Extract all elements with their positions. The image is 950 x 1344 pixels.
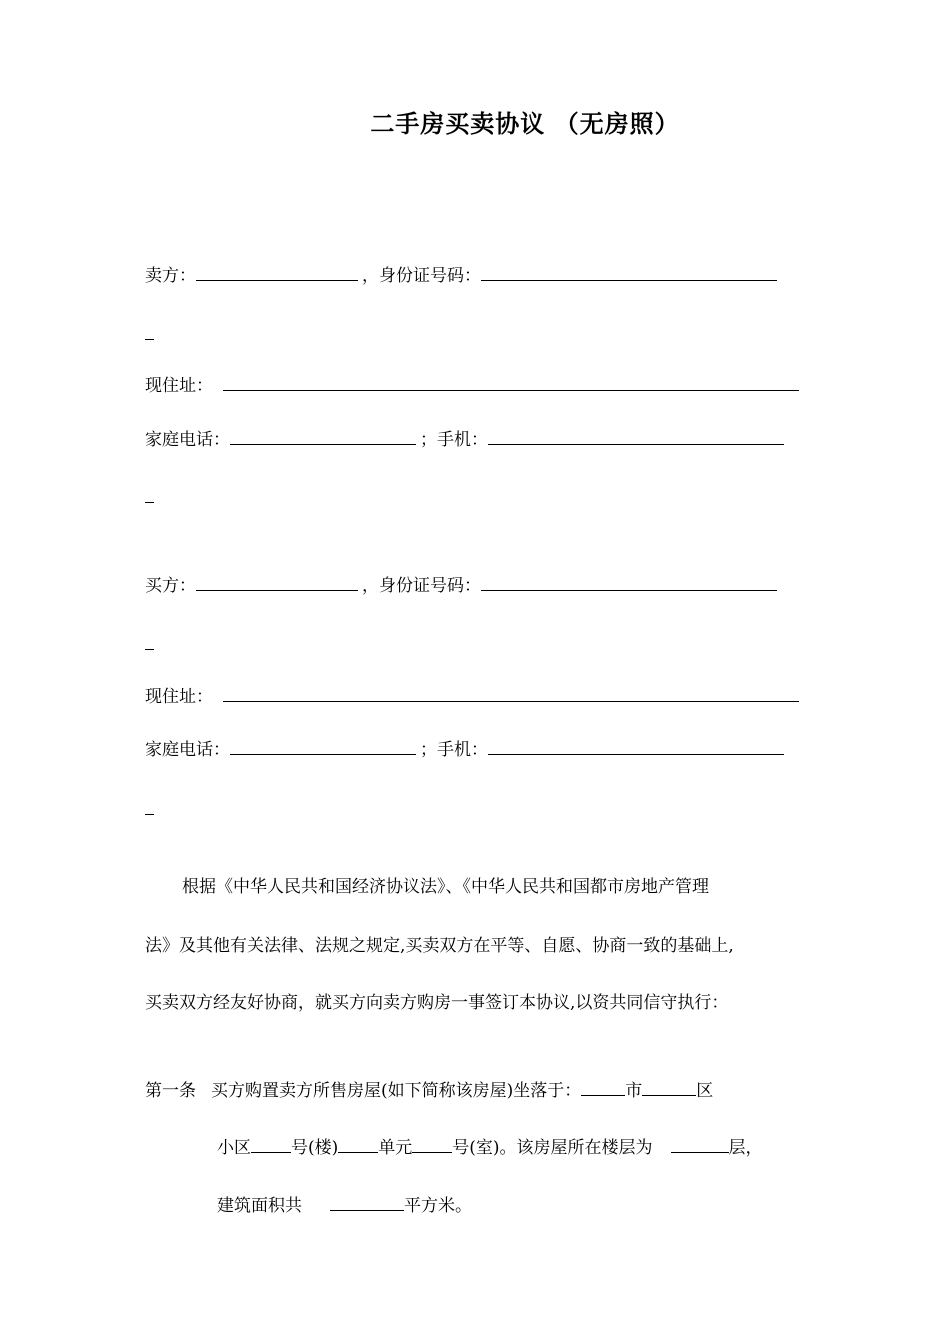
buyer-name-row (145, 572, 777, 598)
seller-name-label: 卖方： (145, 266, 196, 286)
seller-name-row-overflow-dash (145, 339, 154, 340)
buyer-phone-row-overflow-dash (145, 814, 154, 815)
seller-id-label: ，身份证号码： (362, 266, 481, 286)
article-1-location-text: 买方购置卖方所售房屋(如下简称该房屋)坐落于： (211, 1081, 582, 1101)
seller-address-label: 现住址： (145, 376, 213, 396)
seller-id-blank[interactable] (481, 262, 777, 281)
buyer-mobile-blank[interactable] (488, 736, 784, 755)
seller-address-row (145, 372, 799, 398)
preamble-line-1: 根据《中华人民共和国经济协议法》、《中华人民共和国都市房地产管理 (182, 877, 709, 897)
buyer-name-blank[interactable] (196, 572, 358, 591)
buyer-id-label: ，身份证号码： (362, 576, 481, 596)
seller-home-phone-label: 家庭电话： (145, 430, 230, 450)
area-blank[interactable] (330, 1192, 404, 1211)
seller-mobile-blank[interactable] (488, 426, 784, 445)
area-label: 建筑面积共 (217, 1196, 302, 1216)
buyer-name-label: 买方： (145, 576, 196, 596)
city-blank[interactable] (581, 1077, 625, 1096)
city-label: 市 (625, 1081, 643, 1101)
seller-phone-row (145, 426, 784, 452)
district-blank[interactable] (642, 1077, 696, 1096)
article-1-number: 第一条 (145, 1081, 196, 1101)
buyer-phone-row (145, 736, 784, 762)
buyer-id-blank[interactable] (481, 572, 777, 591)
unit-blank[interactable] (412, 1134, 452, 1153)
buyer-address-row (145, 683, 799, 709)
seller-name-row (145, 262, 777, 288)
buyer-home-phone-blank[interactable] (230, 736, 416, 755)
floor-label: 层， (728, 1138, 763, 1158)
community-label: 小区 (217, 1138, 251, 1158)
preamble-line-3: 买卖双方经友好协商，就买方向卖方购房一事签订本协议,以资共同信守执行： (145, 993, 729, 1013)
buyer-address-label: 现住址： (145, 687, 213, 707)
article-1-line-1 (145, 1077, 713, 1103)
title-main: 二手房买卖协议 (370, 110, 546, 138)
seller-mobile-label: ；手机： (420, 430, 488, 450)
building-label: 号(楼) (291, 1138, 339, 1158)
article-1-line-3 (217, 1192, 472, 1218)
document-title (0, 104, 950, 139)
seller-name-blank[interactable] (196, 262, 358, 281)
seller-address-blank[interactable] (223, 372, 799, 391)
buyer-name-row-overflow-dash (145, 649, 154, 650)
buyer-address-blank[interactable] (223, 683, 799, 702)
article-1-line-2 (217, 1134, 763, 1160)
unit-label: 单元 (378, 1138, 413, 1158)
floor-blank[interactable] (671, 1134, 729, 1153)
seller-home-phone-blank[interactable] (230, 426, 416, 445)
seller-phone-row-overflow-dash (145, 502, 154, 503)
community-blank[interactable] (251, 1134, 291, 1153)
area-unit-label: 平方米。 (404, 1196, 472, 1216)
building-blank[interactable] (338, 1134, 378, 1153)
buyer-home-phone-label: 家庭电话： (145, 740, 230, 760)
room-label: 号(室)。该房屋所在楼层为 (452, 1138, 653, 1158)
district-label: 区 (696, 1081, 714, 1101)
preamble-line-2: 法》及其他有关法律、法规之规定,买卖双方在平等、自愿、协商一致的基础上, (145, 936, 734, 956)
title-sub: （无房照） (554, 110, 680, 138)
buyer-mobile-label: ；手机： (420, 740, 488, 760)
